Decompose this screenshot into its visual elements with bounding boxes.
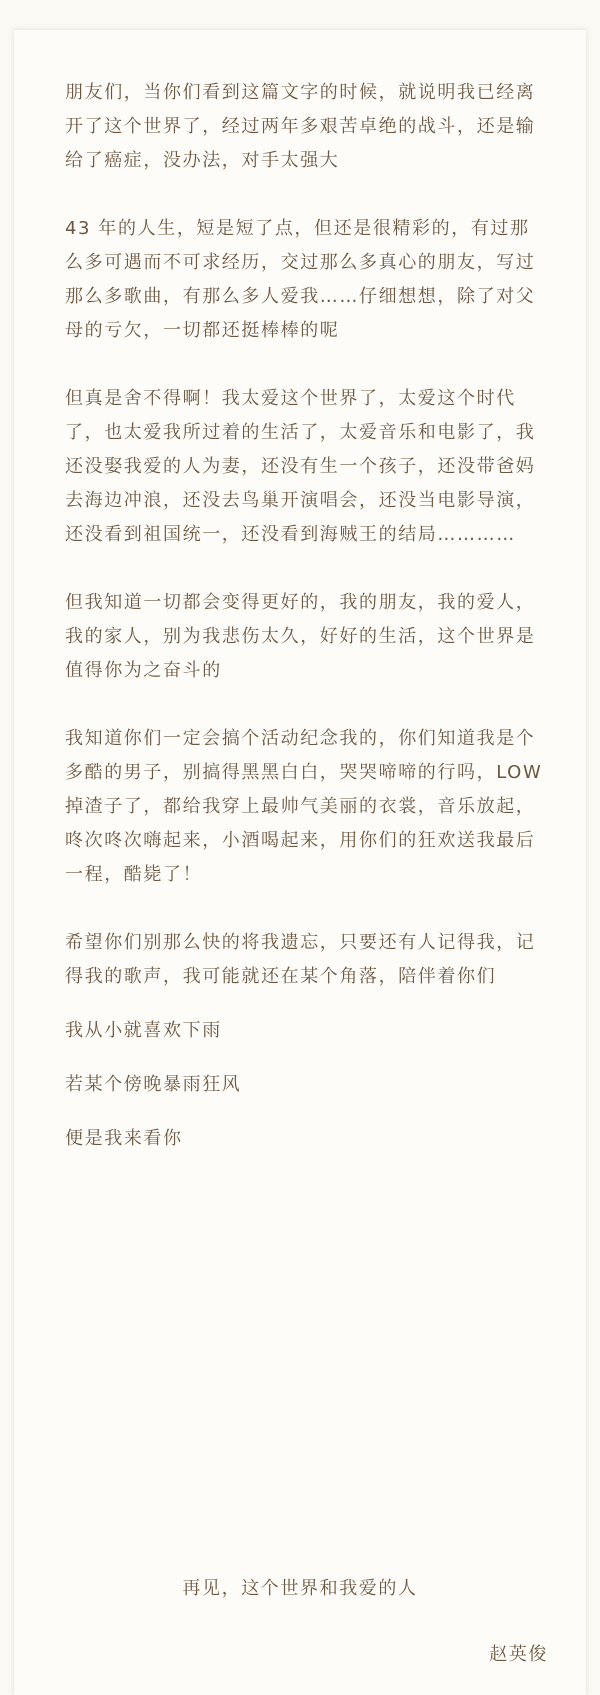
paragraph-2: 43 年的人生，短是短了点，但还是很精彩的，有过那么多可遇而不可求经历，交过那么多真心的朋友，写过那么多歌曲，有那么多人爱我……仔细想想，除了对父母的亏欠，一切都还挺棒棒的呢 bbox=[65, 218, 536, 341]
verse-1: 我从小就喜欢下雨 bbox=[65, 1020, 222, 1041]
paragraph-4: 但我知道一切都会变得更好的，我的朋友，我的爱人，我的家人，别为我悲伤太久，好好的生活，这个世界是值得你为之奋斗的 bbox=[65, 592, 536, 681]
paragraph-5: 我知道你们一定会搞个活动纪念我的，你们知道我是个多酷的男子，别搞得黑黑白白，哭哭啼啼的行吗，LOW 掉渣子了，都给我穿上最帅气美丽的衣裳，音乐放起，咚次咚次嗨起来，小酒喝起来，用你们的狂欢送我最后一程，酷毙了！ bbox=[65, 728, 543, 885]
paragraph-6: 希望你们别那么快的将我遗忘，只要还有人记得我，记得我的歌声，我可能就还在某个角落，陪伴着你们 bbox=[65, 932, 536, 987]
signature: 赵英俊 bbox=[489, 1644, 548, 1665]
paragraph-1: 朋友们，当你们看到这篇文字的时候，就说明我已经离开了这个世界了，经过两年多艰苦卓绝的战斗，还是输给了癌症，没办法，对手太强大 bbox=[65, 82, 536, 171]
verse-2: 若某个傍晚暴雨狂风 bbox=[65, 1074, 242, 1095]
farewell-line: 再见，这个世界和我爱的人 bbox=[182, 1578, 418, 1599]
letter-body bbox=[65, 76, 545, 1176]
paragraph-3: 但真是舍不得啊！我太爱这个世界了，太爱这个时代了，也太爱我所过着的生活了，太爱音乐和电影了，我还没娶我爱的人为妻，还没有生一个孩子，还没带爸妈去海边冲浪，还没去鸟巢开演唱会，还没当电影导演，还没看到祖国统一，还没看到海贼王的结局………… bbox=[65, 388, 536, 545]
verse-3: 便是我来看你 bbox=[65, 1128, 183, 1149]
